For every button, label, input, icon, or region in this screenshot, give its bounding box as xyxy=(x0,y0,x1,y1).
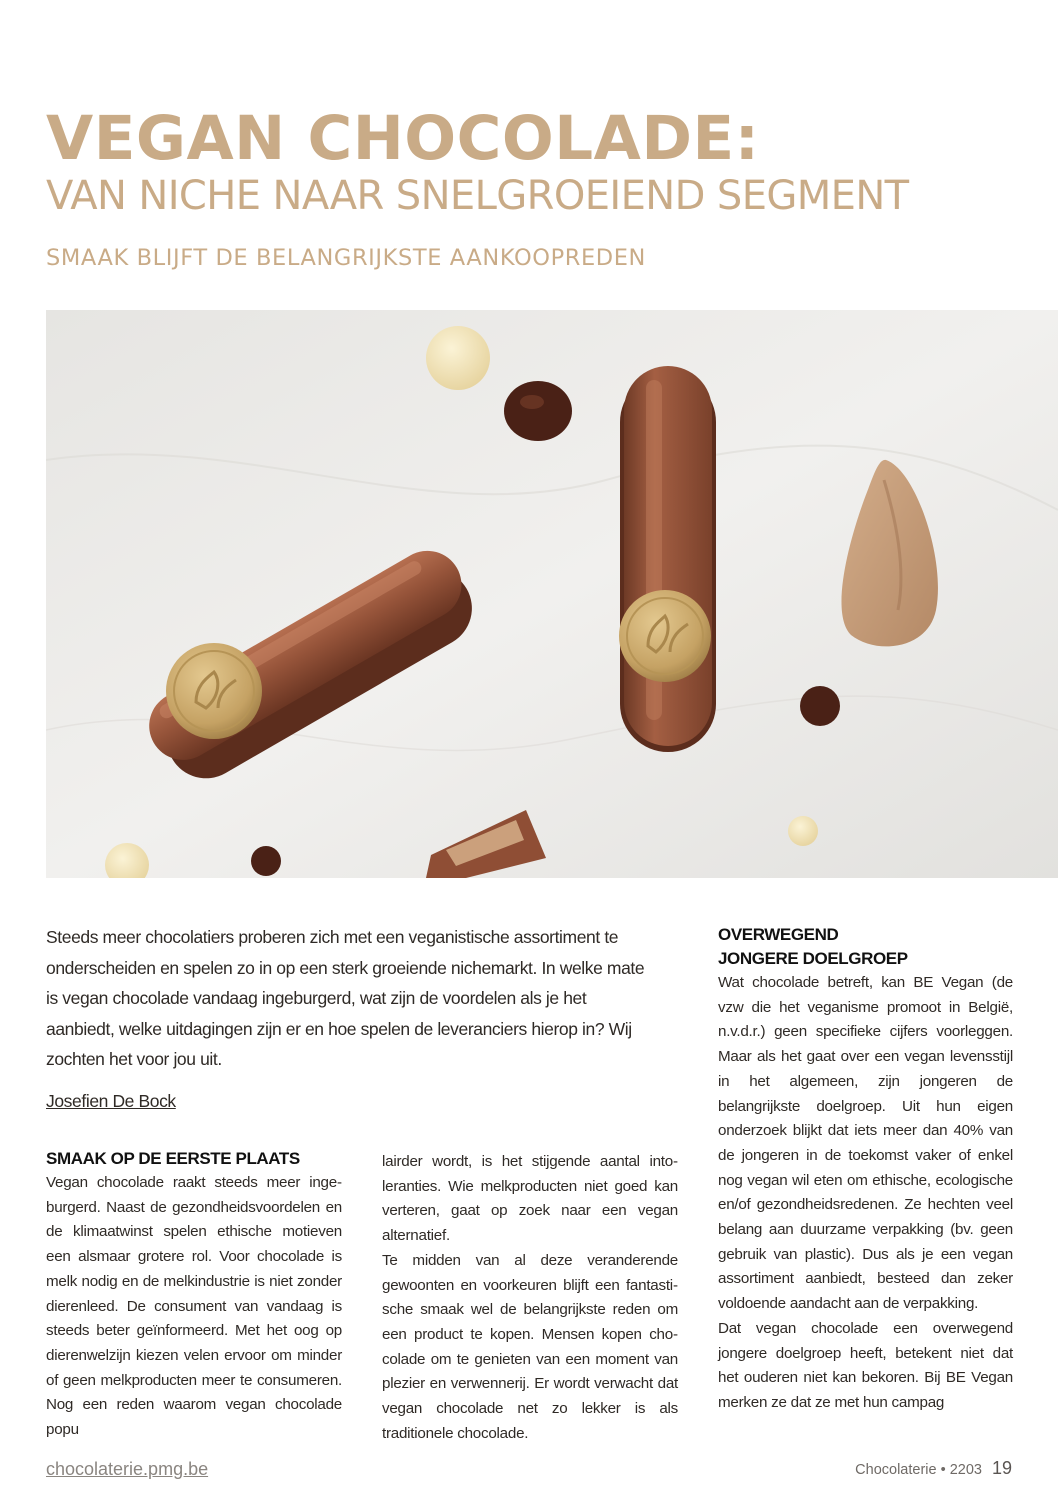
section-heading-smaak: SMAAK OP DE EERSTE PLAATS xyxy=(46,1149,300,1168)
heading-line: JONGERE DOELGROEP xyxy=(718,949,908,968)
footer-publication xyxy=(855,1458,1012,1479)
headline: VEGAN CHOCOLADE: xyxy=(46,103,760,174)
paragraph: Dat vegan chocolade een overwegend jongere doelgroep heeft, betekent niet dat het ouderen niet kan bekoren. Bij BE Vegan merken ze dat ze met hun campag xyxy=(718,1319,1013,1411)
paragraph: Te midden van al deze veranderende gewoonten en voorkeuren blijft een fantastische smaak wel de belangrijkste reden om een product te kopen. Mensen kopen chocolade om te genieten van een moment van plezier en verwennerij. Er wordt verwacht dat vegan chocolade net zo lekker is als traditionele chocolade. xyxy=(382,1251,678,1442)
article-column-3 xyxy=(718,923,1013,1416)
page-number: 19 xyxy=(991,1458,1012,1478)
paragraph: Vegan chocolade raakt steeds meer ingeburgerd. Naast de gezondheidsvoordelen en de klimaatwinst spelen ethische motieven een alsmaar grotere rol. Voor chocolade is melk nodig en de melkindustrie is niet zonder dierenleed. De consument van vandaag is steeds beter geïnformeerd. Met het oog op dierenwelzijn kiezen velen ervoor om minder of geen melkproducten meer te consumeren. Nog een reden waarom vegan chocolade popu xyxy=(46,1174,342,1439)
chocolate-bars-illustration xyxy=(46,310,1058,878)
headline-subtitle: VAN NICHE NAAR SNELGROEIEND SEGMENT xyxy=(46,173,909,219)
paragraph: Wat chocolade betreft, kan BE Vegan (de vzw die het veganisme promoot in België, n.v.d.r.) geen specifieke cijfers voorleggen. Maar als het gaat over een vegan levensstijl in het algemeen, zijn jongeren de belangrijkste doelgroep. Uit hun eigen onderzoek blijkt dat iets meer dan 40% van de jongeren in de toekomst vaker of enkel nog vegan wil eten om ethische, ecologische en/of gezondheidsredenen. Ze hechten veel belang aan duurzame verpakking (bv. geen gebruik van plastic). Dus als je een vegan assortiment aanbiedt, besteed dan zeker voldoende aandacht aan de verpakking. xyxy=(718,974,1013,1313)
paragraph: lairder wordt, is het stijgende aantal intoleranties. Wie melkproducten niet goed kan verteren, gaat op zoek naar een vegan alternatief. xyxy=(382,1153,678,1245)
section-heading-doelgroep xyxy=(718,923,1013,971)
kicker: SMAAK BLIJFT DE BELANGRIJKSTE AANKOOPREDEN xyxy=(46,245,646,271)
article-column-2 xyxy=(382,1150,678,1446)
author-byline[interactable]: Josefien De Bock xyxy=(46,1091,176,1111)
publication-issue: Chocolaterie • 2203 xyxy=(855,1462,982,1478)
footer-website-link[interactable]: chocolaterie.pmg.be xyxy=(46,1459,209,1479)
article-column-1 xyxy=(46,1147,342,1443)
heading-line: OVERWEGEND xyxy=(718,925,839,944)
hero-photo xyxy=(46,310,1058,878)
article-intro: Steeds meer chocolatiers proberen zich met een veganistische assortiment te onderscheiden en spelen zo in op een sterk groeiende nichemarkt. In welke mate is vegan chocolade vandaag ingeburgerd, wat zijn de voordelen als je het aanbiedt, welke uitdagingen zijn er en hoe spelen de leveranciers hierop in? Wij zochten het voor jou uit. xyxy=(46,927,645,1069)
